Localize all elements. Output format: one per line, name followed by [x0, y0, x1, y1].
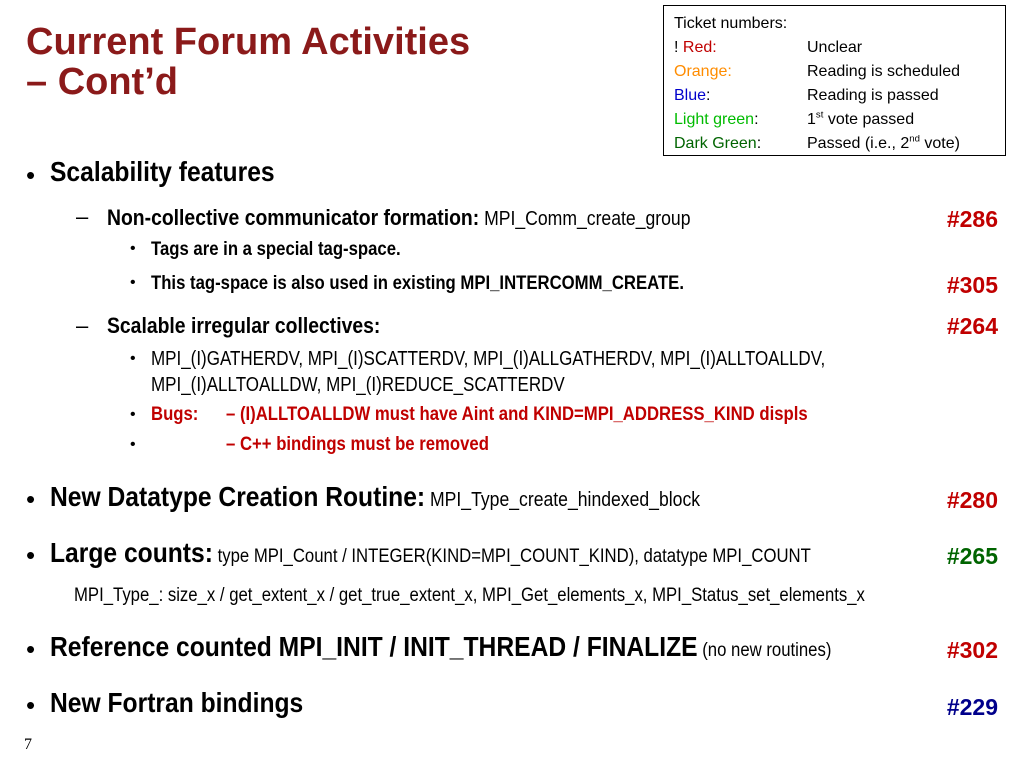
refcount-label: Reference counted MPI_INIT / INIT_THREAD / FINALIZE	[50, 631, 698, 662]
ticket-229: #229	[946, 694, 998, 720]
item-noncollective	[107, 205, 690, 231]
ticket-legend	[663, 5, 1006, 156]
bullet-icon: •	[130, 240, 136, 257]
legend-value-sup: st	[815, 109, 824, 121]
legend-value-sup: nd	[909, 133, 920, 145]
large-counts-label: Large counts:	[50, 537, 213, 568]
page-number: 7	[24, 736, 32, 753]
ticket-280: #280	[946, 487, 998, 513]
ticket-264: #264	[946, 313, 998, 339]
legend-value-text: vote)	[919, 135, 960, 152]
item-datatype	[50, 481, 700, 513]
large-counts-types: type MPI_Count / INTEGER(KIND=MPI_COUNT_KIND), datatype MPI_COUNT	[212, 546, 811, 567]
noncollective-routine: MPI_Comm_create_group	[479, 208, 691, 230]
item-tagspace: This tag-space is also used in existing MPI_INTERCOMM_CREATE.	[151, 273, 684, 294]
legend-value-text: Passed (i.e., 2	[807, 135, 910, 152]
datatype-label: New Datatype Creation Routine:	[50, 481, 426, 512]
datatype-routine: MPI_Type_create_hindexed_block	[425, 489, 701, 511]
bullet-icon: •	[26, 634, 36, 664]
item-large-counts	[50, 537, 811, 569]
bullet-icon: •	[26, 540, 36, 570]
bullet-icon: •	[26, 160, 36, 190]
bullet-icon: •	[130, 406, 136, 423]
legend-row-blue	[674, 84, 1005, 108]
legend-row-red	[674, 36, 1005, 60]
noncollective-label: Non-collective communicator formation:	[107, 205, 480, 230]
bullet-icon: •	[130, 274, 136, 291]
legend-colon: :	[756, 135, 762, 152]
ticket-302: #302	[946, 637, 998, 663]
title-line-1: Current Forum Activities	[26, 21, 471, 63]
legend-colon: :	[754, 111, 759, 128]
legend-key-dark-green: Dark Green	[674, 135, 757, 152]
legend-key-red: Red:	[682, 39, 717, 56]
legend-key-light-green: Light green	[674, 111, 755, 128]
item-gather-line2: MPI_(I)ALLTOALLDW, MPI_(I)REDUCE_SCATTERDV	[151, 374, 565, 396]
item-scalability: Scalability features	[50, 156, 275, 187]
legend-value-text: vote passed	[823, 111, 915, 128]
item-gather-line1: MPI_(I)GATHERDV, MPI_(I)SCATTERDV, MPI_(I)ALLGATHERDV, MPI_(I)ALLTOALLDV,	[151, 348, 826, 370]
ticket-305: #305	[946, 272, 998, 298]
legend-value-text: 1	[807, 111, 816, 128]
title-line-2: – Cont’d	[26, 61, 178, 103]
legend-key-blue: Blue	[674, 87, 707, 104]
ticket-265: #265	[946, 543, 998, 569]
item-fortran: New Fortran bindings	[50, 687, 304, 718]
item-irregular: Scalable irregular collectives:	[107, 313, 381, 338]
legend-value-light-green	[807, 108, 914, 132]
legend-row-orange	[674, 60, 1005, 84]
dash-icon: –	[76, 313, 89, 338]
ticket-286: #286	[946, 206, 998, 232]
legend-header: Ticket numbers:	[674, 15, 788, 32]
item-large-counts-routines: MPI_Type_: size_x / get_extent_x / get_true_extent_x, MPI_Get_elements_x, MPI_Status_set_elements_x	[74, 585, 865, 606]
legend-value-red: Unclear	[807, 39, 863, 56]
item-bugs-label: Bugs:	[151, 404, 199, 425]
refcount-note: (no new routines)	[697, 640, 832, 661]
legend-value-orange: Reading is scheduled	[807, 63, 960, 80]
legend-row-dark-green	[674, 132, 1005, 156]
legend-row-light-green	[674, 108, 1005, 132]
dash-icon: –	[76, 204, 89, 229]
legend-value-blue: Reading is passed	[807, 87, 939, 104]
item-refcount	[50, 631, 831, 663]
bullet-icon: •	[130, 436, 136, 453]
legend-prefix: !	[674, 39, 683, 56]
legend-value-dark-green	[807, 132, 960, 156]
legend-key-orange: Orange:	[674, 63, 732, 80]
legend-colon: :	[706, 87, 711, 104]
bullet-icon: •	[26, 484, 36, 514]
bullet-icon: •	[26, 690, 36, 720]
slide-title	[26, 22, 470, 102]
bullet-icon: •	[130, 350, 136, 367]
item-bug-2: – C++ bindings must be removed	[226, 434, 489, 455]
item-bug-1: – (I)ALLTOALLDW must have Aint and KIND=MPI_ADDRESS_KIND displs	[226, 404, 808, 425]
item-tags: Tags are in a special tag-space.	[151, 239, 401, 260]
